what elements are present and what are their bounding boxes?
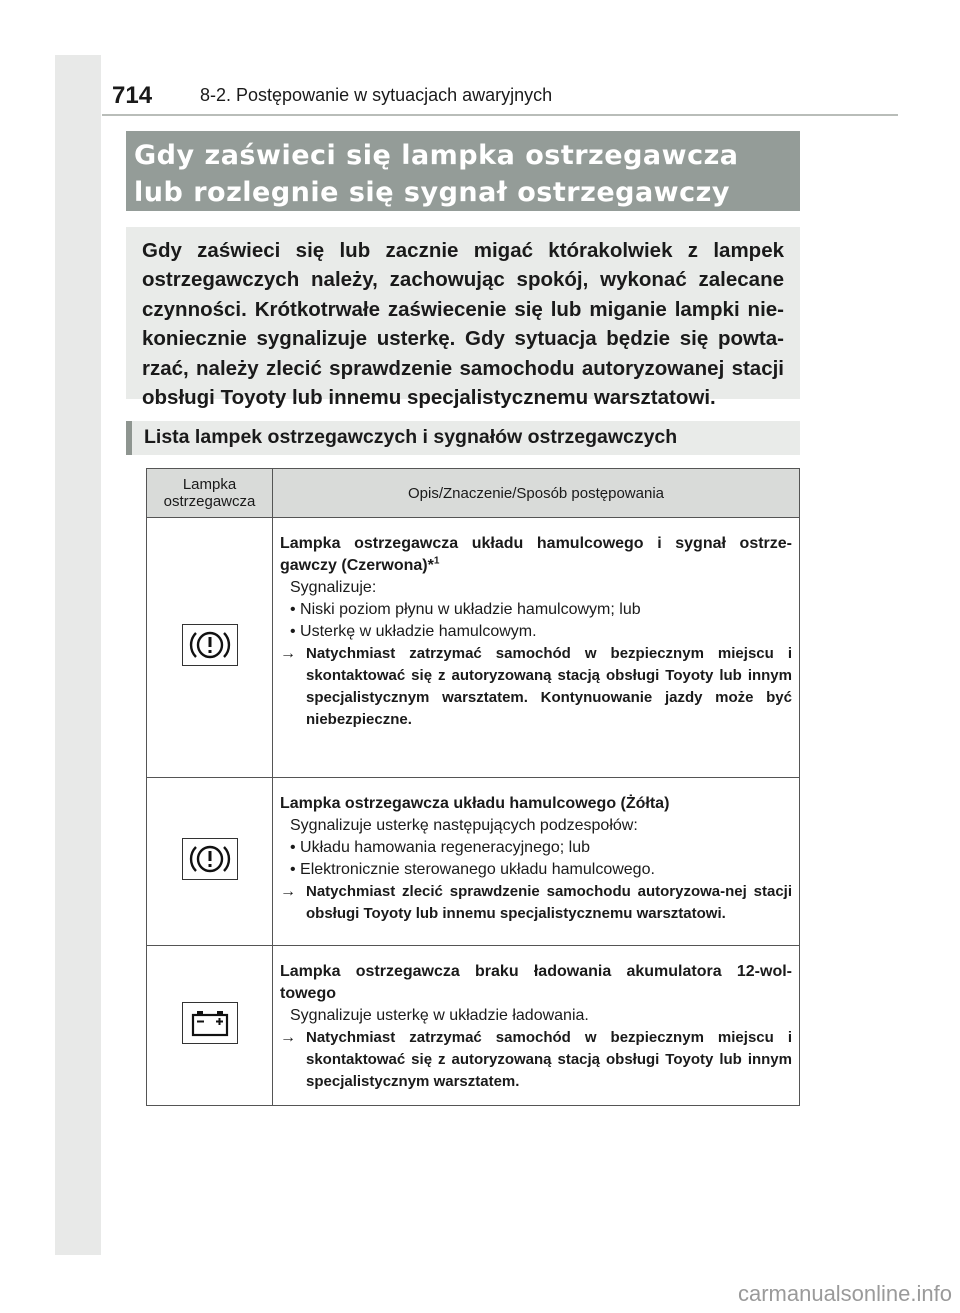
- arrow-icon: →: [280, 883, 296, 900]
- table-header-row: [147, 469, 800, 518]
- warning-lights-table: [146, 468, 800, 1106]
- brake-warning-icon: [182, 624, 238, 666]
- desc-line: • Układu hamowania regeneracyjnego; lub: [290, 839, 591, 856]
- column-header-lamp: Lampka ostrzegawcza: [147, 469, 273, 518]
- table-row: [147, 946, 800, 1106]
- section-title-line-1: Gdy zaświeci się lampka ostrzegawcza: [134, 140, 739, 171]
- action-text: Natychmiast zlecić sprawdzenie samochodu autoryzowa-nej stacji obsługi Toyoty lub innemu specjalistycznemu warsztatowi.: [306, 883, 792, 922]
- description-cell: [273, 518, 800, 778]
- desc-line: Sygnalizuje usterkę następujących podzespołów:: [290, 817, 638, 834]
- desc-line: • Niski poziom płynu w układzie hamulcowym; lub: [290, 601, 641, 618]
- lamp-cell: [147, 946, 273, 1106]
- battery-icon: [182, 1002, 238, 1044]
- desc-line: Sygnalizuje usterkę w układzie ładowania.: [290, 1007, 589, 1024]
- section-title-line-2: lub rozlegnie się sygnał ostrzegawczy: [134, 177, 730, 208]
- page-number: 714: [112, 82, 153, 109]
- section-title: [126, 131, 800, 211]
- lamp-cell: [147, 778, 273, 946]
- lamp-cell: [147, 518, 273, 778]
- lamp-title: Lampka ostrzegawcza braku ładowania akumulatora 12-wol-towego: [280, 963, 792, 1002]
- column-header-description: Opis/Znaczenie/Sposób postępowania: [273, 469, 800, 518]
- action-text: Natychmiast zatrzymać samochód w bezpiecznym miejscu i skontaktować się z autoryzowaną stacją obsługi Toyoty lub innym specjalistycznym warsztatem.: [306, 1029, 792, 1090]
- desc-line: Sygnalizuje:: [290, 579, 377, 596]
- side-band: [55, 55, 101, 1255]
- watermark: carmanualsonline.info: [737, 1281, 952, 1306]
- table-row: [147, 778, 800, 946]
- arrow-icon: →: [280, 645, 296, 662]
- table-row: [147, 518, 800, 778]
- section-header: 8-2. Postępowanie w sytuacjach awaryjnych: [200, 85, 553, 105]
- desc-line: • Usterkę w układzie hamulcowym.: [290, 623, 537, 640]
- intro-text: Gdy zaświeci się lub zacznie migać którakolwiek z lampek ostrzegawczych należy, zachowując spokój, wykonać zalecane czynności. Krótkotrwałe zaświecenie się lub miganie lampki nie-koniecznie sygnalizuje usterkę. Gdy sytuacja będzie się powta-rzać, należy zlecić sprawdzenie samochodu autoryzowanej stacji obsługi Toyoty lub innemu specjalistycznemu warsztatowi.: [142, 239, 784, 410]
- desc-line: • Elektronicznie sterowanego układu hamulcowego.: [290, 861, 655, 878]
- action-item: [280, 1027, 792, 1093]
- lamp-title: Lampka ostrzegawcza układu hamulcowego i sygnał ostrze-gawczy (Czerwona)*$^1$: [280, 535, 792, 574]
- action-item: [280, 643, 792, 731]
- action-item: [280, 881, 792, 925]
- description-cell: [273, 778, 800, 946]
- brake-warning-icon: [182, 838, 238, 880]
- action-text: Natychmiast zatrzymać samochód w bezpiecznym miejscu i skontaktować się z autoryzowaną stacją obsługi Toyoty lub innym specjalistycznym warsztatem. Kontynuowanie jazdy może być niebezpieczne.: [306, 645, 792, 728]
- header-divider: [102, 114, 898, 116]
- description-cell: [273, 946, 800, 1106]
- lamp-title: Lampka ostrzegawcza układu hamulcowego (Żółta): [280, 795, 670, 812]
- arrow-icon: →: [280, 1029, 296, 1046]
- intro-box: [126, 227, 800, 410]
- subheading: Lista lampek ostrzegawczych i sygnałów ostrzegawczych: [126, 421, 800, 455]
